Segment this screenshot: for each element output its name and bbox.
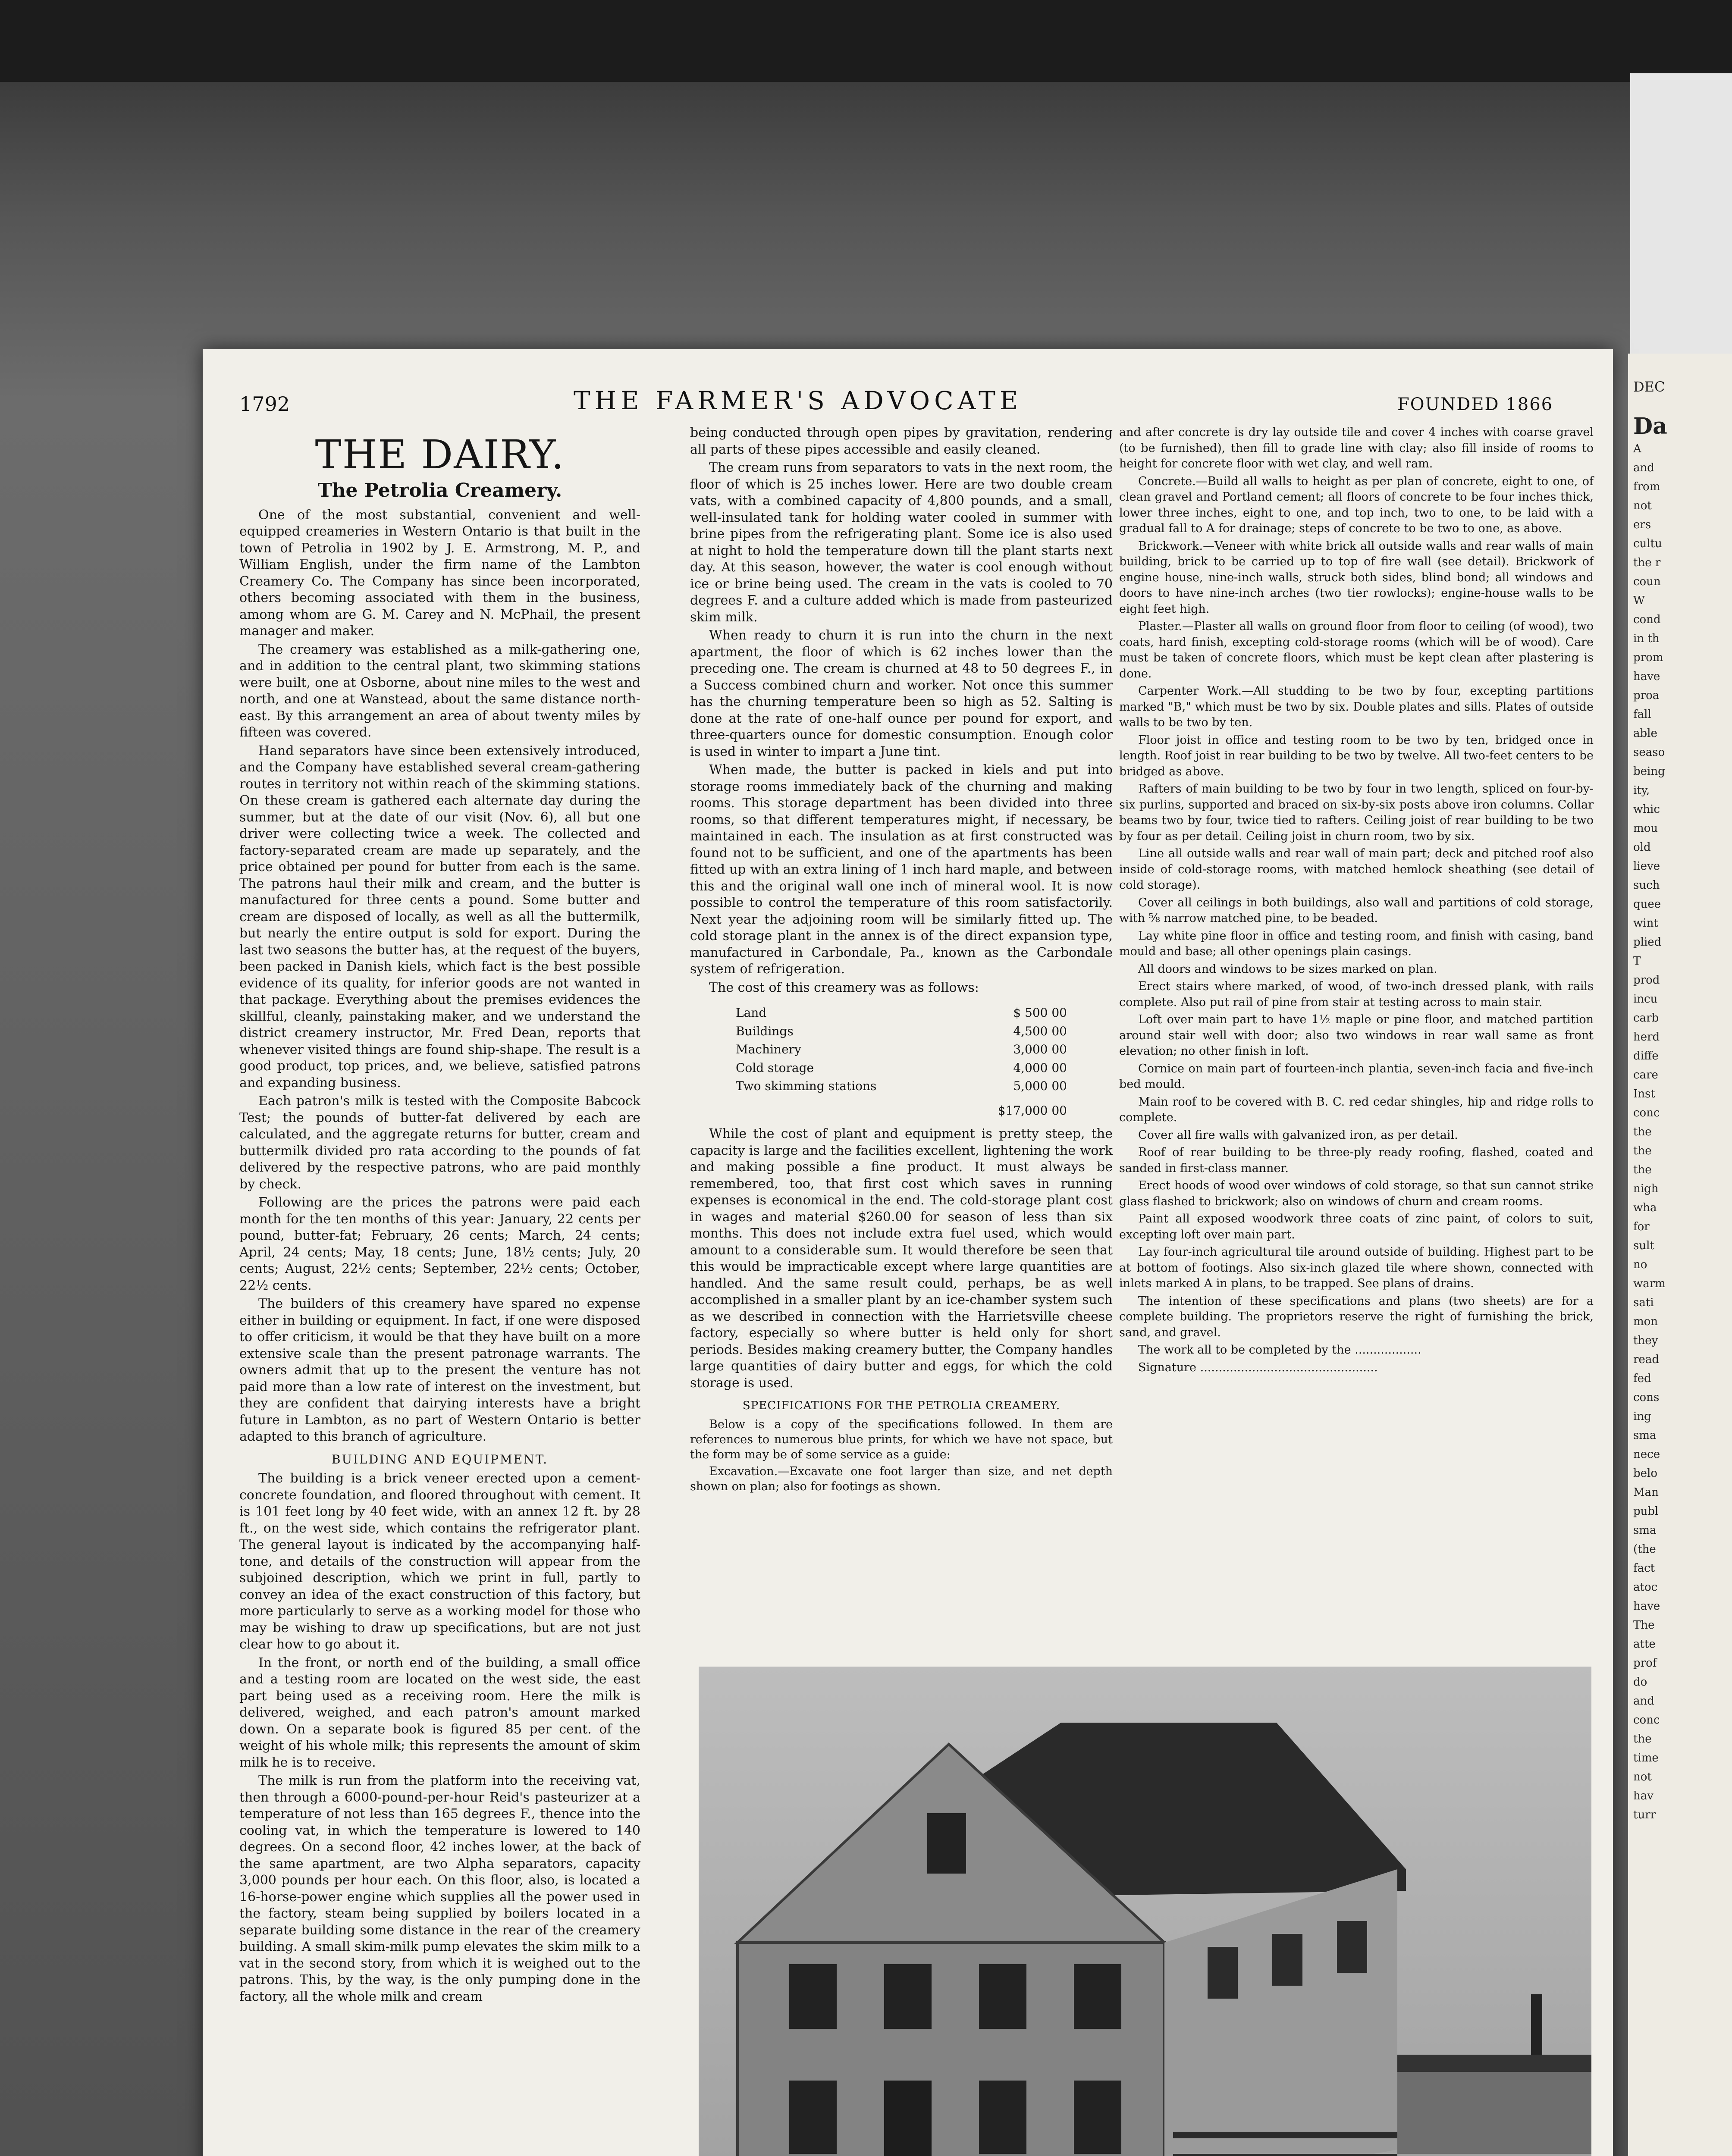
adjacent-line-fragment: fact [1633,1562,1655,1575]
adjacent-line-fragment: nigh [1633,1182,1659,1195]
adjacent-line-fragment: sati [1633,1296,1654,1309]
adjacent-line-fragment: diffe [1633,1050,1659,1062]
paragraph: Main roof to be covered with B. C. red cedar shingles, hip and ridge rolls to complete. [1119,1095,1594,1124]
founded-label: FOUNDED 1866 [1397,395,1553,414]
cost-amount: $ 500 00 [1013,1006,1067,1020]
adjacent-line-fragment: fed [1633,1372,1651,1385]
paragraph: The milk is run from the platform into the receiving vat, then through a 6000-pound-per-hour Reid's pasteurizer at a temperature of not less than 165 degrees F., thence into the cooling vat, in which the temperature is lowered to 140 degrees. On a second floor, 42 inches lower, at the back of the same apartment, are two Alpha separators, capacity 3,000 pounds per hour each. On this floor, also, is located a 16-horse-power engine which supplies all the power used in the factory, steam being supplied by boilers located in a separate building some distance in the rear of the creamery building. A small skim-milk pump elevates the skim milk to a vat in the second story, from which it is weighed out to the patrons. This, by the way, is the only pumping done in the factory, all the whole milk and cream [239,1773,640,2004]
paragraph: Paint all exposed woodwork three coats of zinc paint, of colors to suit, excepting loft over main part. [1119,1212,1594,1241]
paragraph: Each patron's milk is tested with the Composite Babcock Test; the pounds of butter-fat delivered by each are calculated, and the aggregate returns for butter, cream and buttermilk divided pro rata according to the pounds of fat delivered by the respective patrons, who are paid monthly by check. [239,1094,640,1192]
paragraph: The builders of this creamery have spared no expense either in building or equipment. In fact, if one were disposed to offer criticism, it would be that they have built on a more extensive scale than the present patronage warrants. The owners admit that up to the present the venture has not paid more than a low rate of interest on the investment, but they are confident that dairying interests have a bright future in Lambton, as no part of Western Ontario is better adapted to this branch of agriculture. [239,1296,640,1444]
adjacent-line-fragment: cultu [1633,537,1662,550]
cost-table [733,1004,1070,1120]
paragraph: Lay four-inch agricultural tile around outside of building. Highest part to be at bottom of footings. Also six-inch glazed tile where shown, connected with inlets marked A in plans, to be trapped. See plans of drains. [1119,1245,1594,1290]
paragraph: Following are the prices the patrons were paid each month for the ten months of this year: January, 22 cents per pound, butter-fat; February, 26 cents; March, 24 cents; April, 24 cents; May, 18 cents; June, 18½ cents; July, 20 cents; August, 22½ cents; September, 22½ cents; October, 22½ cents. [239,1195,640,1293]
paragraph: Erect hoods of wood over windows of cold storage, so that sun cannot strike glass flashed to brickwork; also on windows of churn and cream rooms. [1119,1179,1594,1208]
adjacent-line-fragment: wha [1633,1201,1657,1214]
adjacent-line-fragment: whic [1633,803,1660,816]
cost-amount: 4,500 00 [1013,1024,1067,1038]
paragraph: Lay white pine floor in office and testing room, and finish with casing, band mould and base; all other openings plain casings. [1119,929,1594,958]
cost-label: Land [736,1006,767,1020]
cost-row [733,1004,1070,1022]
adjacent-line-fragment: no [1633,1258,1647,1271]
paragraph: and after concrete is dry lay outside tile and cover 4 inches with coarse gravel (to be furnished), then fill to grade line with clay; also fill inside of rooms to height for concrete floor with wet clay, and well ram. [1119,426,1594,470]
adjacent-line-fragment: cons [1633,1391,1660,1404]
adjacent-line-fragment: fall [1633,708,1651,721]
adjacent-line-fragment: for [1633,1220,1650,1233]
paragraph: Cover all ceilings in both buildings, also wall and partitions of cold storage, with ⅝ narrow matched pine, to be beaded. [1119,896,1594,925]
scan-edge-highlight [1630,73,1732,358]
adjacent-line-fragment: proa [1633,689,1660,702]
paragraph: Erect stairs where marked, of wood, of two-inch dressed plank, with rails complete. Also put rail of pine from stair at testing across to main stair. [1119,980,1594,1009]
column-3 [1119,425,1594,1377]
adjacent-line-fragment: not [1633,499,1652,512]
adjacent-line-fragment: coun [1633,575,1661,588]
adjacent-line-fragments [1628,439,1732,1824]
adjacent-line-fragment: have [1633,1600,1660,1613]
cost-amount: 4,000 00 [1013,1060,1067,1075]
paragraph: While the cost of plant and equipment is pretty steep, the capacity is large and the facilities excellent, lightening the work and making possible a fine product. It must always be remembered, too, that first cost which saves in running expenses is economical in the end. The cold-storage plant cost in wages and material $260.00 for season of less than six months. This does not include extra fuel used, which would amount to a considerable sum. It would therefore be seen that this would be impracticable except where large quantities are handled. And the same result could, perhaps, be as well accomplished in a smaller plant by an ice-chamber system such as we described in connection with the Harrietsville cheese factory, especially so where butter is held only for short periods. Besides making creamery butter, the Company handles large quantities of dairy butter and eggs, for which the cold storage is used. [690,1126,1113,1391]
adjacent-line-fragment: atte [1633,1638,1656,1651]
adjacent-line-fragment: nece [1633,1448,1660,1461]
adjacent-line-fragment: sma [1633,1429,1657,1442]
paragraph: Roof of rear building to be three-ply ready roofing, flashed, coated and sanded in first-class manner. [1119,1146,1594,1175]
column-2 [690,425,1113,1496]
paragraph: Loft over main part to have 1½ maple or pine floor, and matched partition around stair well with door; also two windows in rear wall same as front elevation; no other finish in loft. [1119,1013,1594,1058]
adjacent-line-fragment: such [1633,879,1660,892]
adjacent-line-fragment: seaso [1633,746,1665,759]
paragraph: The intention of these specifications and plans (two sheets) are for a complete building. The proprietors reserve the right of furnishing the brick, sand, and gravel. [1119,1294,1594,1339]
adjacent-line-fragment: and [1633,461,1654,474]
paragraph: being conducted through open pipes by gravitation, rendering all parts of these pipes accessible and easily cleaned. [690,425,1113,457]
adjacent-line-fragment: not [1633,1771,1652,1783]
adjacent-line-fragment: care [1633,1069,1658,1081]
adjacent-line-fragment: they [1633,1334,1658,1347]
paragraph: When ready to churn it is run into the churn in the next apartment, the floor of which is 62 inches lower than the preceding one. The cream is churned at 48 to 50 degrees F., in a Success combined churn and worker. Not once this summer has the churning temperature been so high as 52. Salting is done at the rate of one-half ounce per pound for export, and three-quarters ounce for domestic consumption. Enough color is used in winter to impart a June tint. [690,628,1113,759]
adjacent-line-fragment: time [1633,1752,1659,1764]
paragraph: In the front, or north end of the building, a small office and a testing room are located on the west side, the east part being used as a receiving room. Here the milk is delivered, weighed, and each patron's amount marked down. On a separate book is figured 85 per cent. of the weight of his whole milk; this represents the amount of skim milk he is to receive. [239,1655,640,1770]
paragraph: The cost of this creamery was as follows: [709,980,979,995]
adjacent-line-fragment: have [1633,670,1660,683]
adjacent-line-fragment: warm [1633,1277,1666,1290]
paragraph: Signature ................................................ [1138,1360,1378,1374]
creamery-photo [699,1667,1591,2156]
adjacent-line-fragment: prod [1633,974,1660,987]
adjacent-line-fragment: the r [1633,556,1661,569]
paragraph: The cream runs from separators to vats in the next room, the floor of which is 25 inches lower. Here are two double cream vats, with a combined capacity of 4,800 pounds, and a small, well-insulated tank for holding water cooled in summer with brine pipes from the refrigerating plant. Some ice is also used at night to hold the temperature down till the plant starts next day. At this season, however, the water is cool enough without ice or brine being used. The cream in the vats is cooled to 70 degrees F. and a culture added which is made from pasteurized skim milk. [690,460,1113,625]
paragraph: The creamery was established as a milk-gathering one, and in addition to the central plant, two skimming stations were built, one at Osborne, about nine miles to the west and north, and one at Wanstead, about the same distance north-east. By this arrangement an area of about twenty miles by fifteen was covered. [239,642,640,740]
cost-row [733,1059,1070,1078]
adjacent-line-fragment: ity, [1633,784,1650,797]
adjacent-line-fragment: ing [1633,1410,1651,1423]
adjacent-line-fragment: (the [1633,1543,1656,1556]
cost-row [733,1077,1070,1096]
adjacent-line-fragment: lieve [1633,860,1660,873]
cost-total-row [733,1096,1070,1120]
adjacent-header-fragment: DEC [1633,379,1665,395]
cost-label: Cold storage [736,1060,814,1075]
adjacent-line-fragment: being [1633,765,1665,778]
adjacent-line-fragment: the [1633,1733,1652,1745]
adjacent-line-fragment: A [1633,442,1641,455]
paragraph: All doors and windows to be sizes marked on plan. [1138,962,1437,976]
article-title: The Petrolia Creamery. [317,479,562,501]
adjacent-line-fragment: in th [1633,632,1660,645]
adjacent-line-fragment: sma [1633,1524,1657,1537]
adjacent-line-fragment: from [1633,480,1660,493]
paragraph: Rafters of main building to be two by four in two length, spliced on four-by-six purlins, supported and braced on six-by-six posts above iron columns. Collar beams two by four, twice tied to rafters. Ceiling joist of rear building to be two by four as per detail. Ceiling joist in churn room, two by six. [1119,782,1594,843]
adjacent-line-fragment: herd [1633,1031,1660,1044]
paragraph: The work all to be completed by the .................. [1138,1343,1421,1357]
adjacent-line-fragment: do [1633,1676,1647,1689]
adjacent-line-fragment: prof [1633,1657,1657,1670]
adjacent-line-fragment: wint [1633,917,1658,930]
adjacent-line-fragment: hav [1633,1789,1654,1802]
adjacent-line-fragment: mou [1633,822,1658,835]
adjacent-line-fragment: incu [1633,993,1658,1006]
cost-amount: 3,000 00 [1013,1042,1067,1056]
paragraph: Cover all fire walls with galvanized iron, as per detail. [1138,1128,1458,1142]
section-title: THE DAIRY. [315,432,565,478]
adjacent-page-fragment [1628,354,1732,2156]
paragraph: Hand separators have since been extensively introduced, and the Company have established several cream-gathering routes in territory not within reach of the skimming stations. On these cream is gathered each alternate day during the summer, but at the date of our visit (Nov. 6), all but one driver were collecting twice a week. The collected and factory-separated cream are made up separately, and the price obtained per pound for butter from each is the same. The patrons haul their milk and cream, and the butter is manufactured for three cents a pound. Some butter and cream are disposed of locally, as well as all the buttermilk, but nearly the entire output is sold for export. During the last two seasons the butter has, at the request of the buyers, been packed in Danish kiels, which fact is the best possible evidence of its quality, for inferior goods are not wanted in that package. Everything about the premises evidences the skillful, cleanly, painstaking maker, and we understand the district creamery instructor, Mr. Fred Dean, reports that whenever visited things are found ship-shape. The result is a good product, top prices, and, we believe, satisfied patrons and expanding business. [239,743,640,1091]
paragraph: One of the most substantial, convenient and well-equipped creameries in Western Ontario is that built in the town of Petrolia in 1902 by J. E. Armstrong, M. P., and William English, under the firm name of the Lambton Creamery Co. The Company has since been incorporated, others becoming associated with them in the business, among whom are G. M. Carey and N. McPhail, the present manager and maker. [239,507,640,639]
adjacent-heading-fragment: Da [1633,413,1667,439]
adjacent-line-fragment: turr [1633,1808,1656,1821]
cost-label: Two skimming stations [736,1079,877,1093]
paragraph: Carpenter Work.—All studding to be two by four, excepting partitions marked "B," which must be two by six. Double plates and sills. Plates of outside walls to be two by ten. [1119,684,1594,729]
paragraph: The building is a brick veneer erected upon a cement-concrete foundation, and floored throughout with cement. It is 101 feet long by 40 feet wide, with an annex 12 ft. by 28 ft., on the west side, which contains the refrigerator plant. The general layout is indicated by the accompanying half-tone, and details of the construction will appear from the subjoined description, which we print in full, partly to convey an idea of the exact construction of this factory, but more particularly to serve as a working model for those who may be wishing to draw up specifications, but are not just clear how to go about it. [239,1471,640,1652]
adjacent-line-fragment: conc [1633,1714,1660,1727]
page-number: 1792 [239,392,290,416]
paragraph: When made, the butter is packed in kiels and put into storage rooms immediately back of the churning and making rooms. This storage department has been divided into three rooms, so that different temperatures might, if necessary, be maintained in each. The insulation as at first constructed was found not to be sufficient, and one of the apartments has been fitted up with an extra lining of 1 inch hard maple, and between this and the original wall one inch of mineral wool. It is now possible to control the temperature of this room satisfactorily. Next year the adjoining room will be similarly fitted up. The cold storage plant in the annex is of the direct expansion type, manufactured in Carbondale, Pa., known as the Carbondale system of refrigeration. [690,762,1113,977]
adjacent-line-fragment: the [1633,1163,1652,1176]
adjacent-line-fragment: publ [1633,1505,1659,1518]
cost-label: Buildings [736,1024,794,1038]
paragraph: Below is a copy of the specifications followed. In them are references to numerous blue prints, for which we have not space, but the form may be of some service as a guide: [690,1417,1113,1461]
adjacent-line-fragment: conc [1633,1106,1660,1119]
specifications-heading: SPECIFICATIONS FOR THE PETROLIA CREAMERY. [742,1399,1061,1412]
adjacent-line-fragment: ers [1633,518,1651,531]
adjacent-line-fragment: mon [1633,1315,1658,1328]
creamery-building-illustration [699,1667,1591,2156]
adjacent-line-fragment: Man [1633,1486,1659,1499]
paragraph: Concrete.—Build all walls to height as per plan of concrete, eight to one, of clean gravel and Portland cement; all floors of concrete to be four inches thick, lower three inches, eight to one, and top inch, two to one, to be laid with a gradual fall to A for drainage; steps of concrete to be two to one, as above. [1119,474,1594,535]
paragraph: Plaster.—Plaster all walls on ground floor from floor to ceiling (of wood), two coats, hard finish, excepting cold-storage rooms (which will be of wood). Care must be taken of concrete floors, which must be kept clean after plastering is done. [1119,620,1594,680]
adjacent-line-fragment: The [1633,1619,1655,1632]
adjacent-line-fragment: the [1633,1125,1652,1138]
adjacent-line-fragment: the [1633,1144,1652,1157]
paragraph: Line all outside walls and rear wall of main part; deck and pitched roof also inside of cold-storage rooms, with matched hemlock sheathing (see detail of cold storage). [1119,847,1594,892]
adjacent-line-fragment: Inst [1633,1087,1655,1100]
cost-row [733,1022,1070,1041]
adjacent-line-fragment: W [1633,594,1645,607]
masthead-title: THE FARMER'S ADVOCATE [574,386,1023,415]
adjacent-line-fragment: sult [1633,1239,1654,1252]
adjacent-line-fragment: atoc [1633,1581,1658,1594]
adjacent-line-fragment: old [1633,841,1651,854]
paragraph: Brickwork.—Veneer with white brick all outside walls and rear walls of main building, brick to be carried up to top of fire wall (see detail). Brickwork of engine house, nine-inch walls, struck both sides, blind bond; all windows and doors to have nine-inch arches (two tier rowlocks); engine-house walls to be eight feet high. [1119,539,1594,616]
adjacent-line-fragment: read [1633,1353,1659,1366]
adjacent-line-fragment: quee [1633,898,1661,911]
column-1 [239,425,640,2007]
cost-total: $17,000 00 [998,1103,1067,1118]
paragraph: Floor joist in office and testing room to be two by ten, bridged once in length. Roof joist in rear building to be two by twelve. All two-feet centers to be bridged as above. [1119,733,1594,778]
paragraph: Cornice on main part of fourteen-inch plantia, seven-inch facia and five-inch bed mould. [1119,1062,1594,1091]
adjacent-line-fragment: plied [1633,936,1662,949]
adjacent-line-fragment: carb [1633,1012,1659,1025]
adjacent-line-fragment: able [1633,727,1657,740]
adjacent-line-fragment: and [1633,1695,1654,1708]
cost-label: Machinery [736,1042,801,1056]
adjacent-line-fragment: belo [1633,1467,1657,1480]
cost-row [733,1040,1070,1059]
adjacent-line-fragment: prom [1633,651,1663,664]
adjacent-line-fragment: cond [1633,613,1661,626]
paragraph: Excavation.—Excavate one foot larger than size, and net depth shown on plan; also for footings as shown. [690,1464,1113,1493]
adjacent-line-fragment: T [1633,955,1641,968]
subheading-building: BUILDING AND EQUIPMENT. [331,1452,549,1467]
scan-top-border [0,0,1732,82]
cost-amount: 5,000 00 [1013,1079,1067,1093]
